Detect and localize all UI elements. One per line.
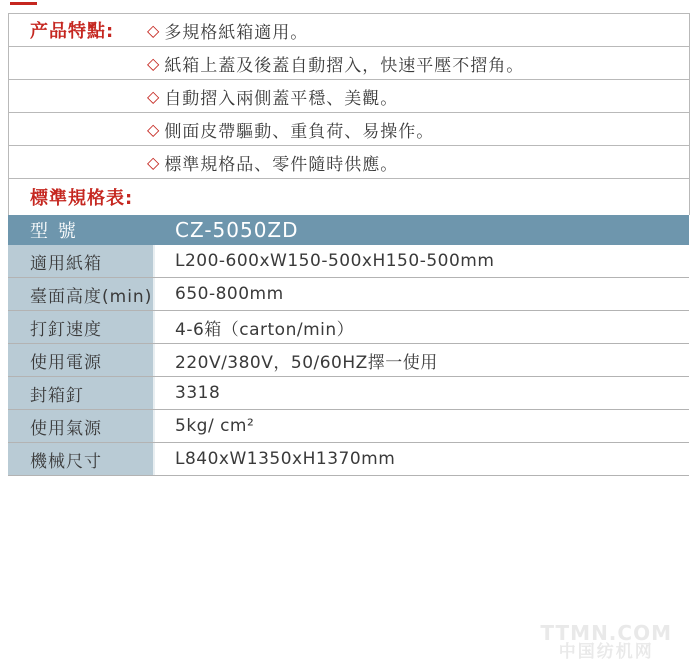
diamond-icon: ◇: [147, 152, 161, 172]
row-label: 打釘速度: [8, 311, 155, 343]
row-label: 機械尺寸: [8, 443, 155, 475]
spec-table: [8, 215, 689, 476]
table-row: [8, 410, 689, 443]
feature-row: [9, 47, 689, 80]
model-number: CZ-5050ZD: [175, 218, 299, 242]
product-features-panel: [8, 13, 690, 215]
row-label: 使用氣源: [8, 410, 155, 442]
diamond-icon: ◇: [147, 119, 161, 139]
row-value: 4-6箱（carton/min）: [175, 319, 355, 340]
watermark-domain: TTMN.COM: [540, 621, 672, 645]
table-row: [8, 311, 689, 344]
diamond-icon: ◇: [147, 20, 161, 40]
row-value: 5kg/ cm²: [175, 416, 255, 436]
watermark-site-name: 中国纺机网: [558, 642, 654, 662]
row-value: 650-800mm: [175, 284, 284, 304]
table-row: [8, 443, 689, 476]
feature-row: [9, 146, 689, 179]
model-header-label: 型 號: [30, 221, 78, 242]
row-label: 臺面高度(min): [8, 278, 155, 310]
feature-text: 標準規格品、零件隨時供應。: [164, 154, 399, 175]
feature-text: 側面皮帶驅動、重負荷、易操作。: [164, 121, 435, 142]
table-row: [8, 245, 689, 278]
table-row: [8, 377, 689, 410]
row-value: L840xW1350xH1370mm: [175, 449, 396, 469]
feature-text: 紙箱上蓋及後蓋自動摺入，快速平壓不摺角。: [164, 55, 525, 76]
red-corner-mark: [10, 2, 37, 5]
feature-row: [9, 113, 689, 146]
feature-text: 自動摺入兩側蓋平穩、美觀。: [164, 88, 399, 109]
spec-table-title: 標準規格表:: [30, 188, 134, 209]
table-row: [8, 344, 689, 377]
row-label: 適用紙箱: [8, 245, 155, 277]
row-label: 封箱釘: [8, 377, 155, 409]
diamond-icon: ◇: [147, 86, 161, 106]
table-row: [8, 278, 689, 311]
feature-row: [9, 14, 689, 47]
spec-table-header: [8, 215, 689, 245]
row-value: 220V/380V，50/60HZ擇一使用: [175, 352, 438, 373]
features-title: 产品特點:: [30, 21, 115, 42]
watermark: [540, 623, 672, 661]
spec-table-title-row: [9, 179, 689, 215]
diamond-icon: ◇: [147, 53, 161, 73]
row-label: 使用電源: [8, 344, 155, 376]
row-value: 3318: [175, 383, 221, 403]
feature-text: 多規格紙箱適用。: [164, 22, 309, 43]
feature-row: [9, 80, 689, 113]
row-value: L200-600xW150-500xH150-500mm: [175, 251, 495, 271]
